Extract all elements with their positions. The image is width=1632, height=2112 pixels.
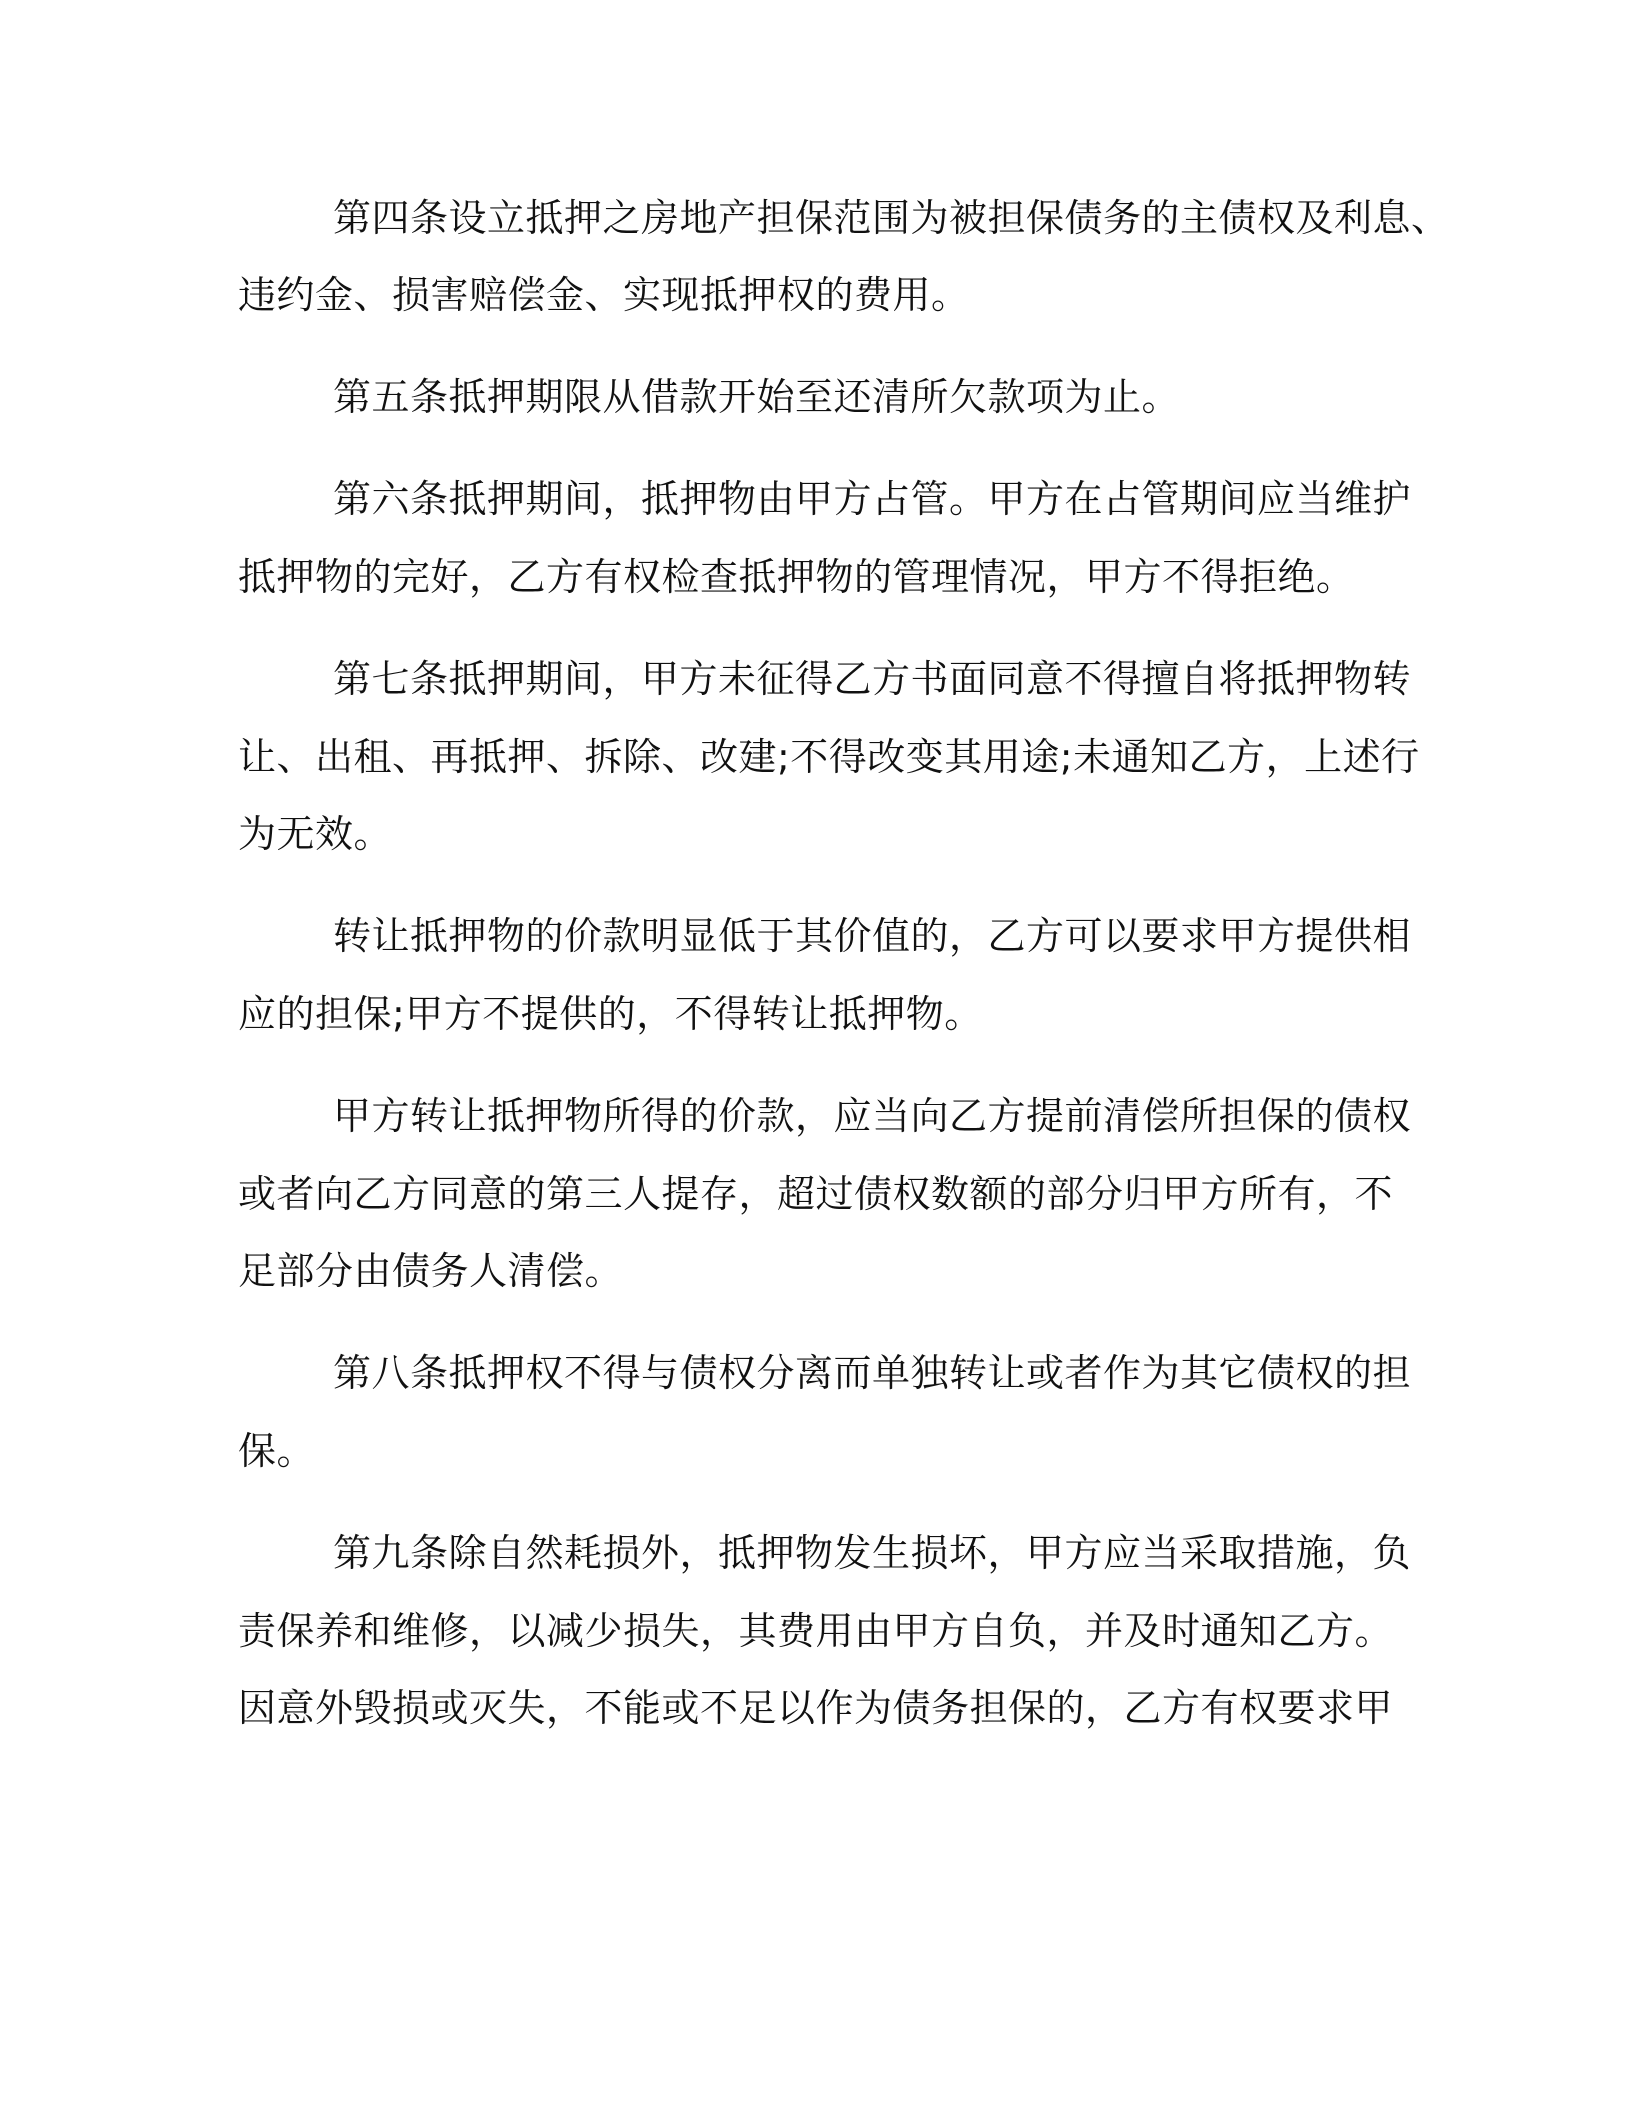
transfer-price-line-1: 转让抵押物的价款明显低于其价值的，乙方可以要求甲方提供相	[333, 914, 1412, 958]
article-8-line-2: 保。	[238, 1429, 316, 1473]
article-4-line-2: 违约金、损害赔偿金、实现抵押权的费用。	[238, 273, 970, 317]
article-4-line-1: 第四条设立抵押之房地产担保范围为被担保债务的主债权及利息、	[333, 196, 1450, 240]
article-5-line-1: 第五条抵押期限从借款开始至还清所欠款项为止。	[333, 375, 1181, 419]
article-9-line-2: 责保养和维修，以减少损失，其费用由甲方自负，并及时通知乙方。	[238, 1609, 1394, 1653]
proceeds-line-2: 或者向乙方同意的第三人提存，超过债权数额的部分归甲方所有，不	[238, 1172, 1394, 1216]
article-7-line-1: 第七条抵押期间，甲方未征得乙方书面同意不得擅自将抵押物转	[333, 657, 1412, 701]
proceeds-line-3: 足部分由债务人清偿。	[238, 1249, 624, 1293]
article-8-line-1: 第八条抵押权不得与债权分离而单独转让或者作为其它债权的担	[333, 1351, 1412, 1395]
article-9-line-3: 因意外毁损或灭失，不能或不足以作为债务担保的，乙方有权要求甲	[238, 1686, 1394, 1730]
transfer-price-line-2: 应的担保;甲方不提供的，不得转让抵押物。	[238, 992, 983, 1036]
proceeds-line-1: 甲方转让抵押物所得的价款，应当向乙方提前清偿所担保的债权	[333, 1094, 1412, 1138]
article-9-line-1: 第九条除自然耗损外，抵押物发生损坏，甲方应当采取措施，负	[333, 1531, 1412, 1575]
article-7-line-2: 让、出租、再抵押、拆除、改建;不得改变其用途;未通知乙方，上述行	[238, 735, 1420, 779]
article-6-line-1: 第六条抵押期间，抵押物由甲方占管。甲方在占管期间应当维护	[333, 477, 1412, 521]
article-7-line-3: 为无效。	[238, 812, 393, 856]
article-6-line-2: 抵押物的完好，乙方有权检查抵押物的管理情况，甲方不得拒绝。	[238, 555, 1355, 599]
